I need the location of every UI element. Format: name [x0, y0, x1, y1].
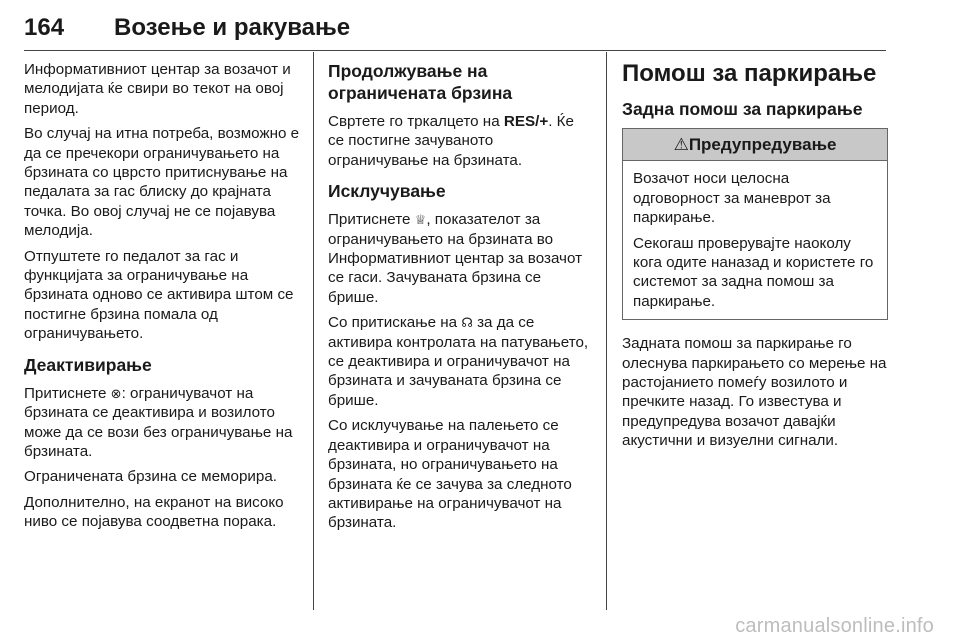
column-divider-1 [313, 52, 314, 610]
paragraph: Дополнително, на екранот на високо ниво се појавува соодветна порака. [24, 493, 284, 531]
paragraph: Притиснете ⊗: ограничувачот на брзината се деактивира и возилото може да се вози без ограничување на брзината. [24, 384, 293, 460]
column-1 [24, 60, 302, 538]
page-title: Возење и ракување [114, 14, 351, 41]
paragraph: Притиснете ♕, показателот за ограничувањето на брзината во Информативниот центар за возачот се гаси. Зачуваната брзина се брише. [328, 211, 583, 306]
paragraph: Возачот носи целосна одговорност за маневрот за паркирање. [633, 170, 831, 227]
paragraph: Информативниот центар за возачот и мелодијата ќе свири во текот на овој период. [24, 61, 291, 117]
paragraph: Задната помош за паркирање го олеснува паркирањето со мерење на растојанието помеѓу возилото и пречките назад. Го известува и предупредува возачот давајќи акустични и визуелни сигнали. [622, 335, 887, 450]
section-title-parking: Помош за паркирање [622, 60, 877, 87]
warning-box [622, 128, 888, 320]
paragraph: Отпуштете го педалот за гас и функцијата за ограничување на брзината одново се активира штом се постигне брзина помала од ограничувањето. [24, 247, 294, 343]
section-heading-deactivate: Деактивирање [24, 354, 152, 375]
column-3 [622, 60, 888, 457]
warning-icon: ⚠ [673, 135, 689, 154]
section-heading-continue: Продолжување на ограничената брзина [328, 61, 513, 103]
paragraph: Со притискање на ☊ за да се активира контролата на патувањето, се деактивира и ограничувачот на брзината и зачуваната брзина се брише. [328, 314, 589, 409]
page-number: 164 [24, 14, 65, 41]
paragraph: Ограничената брзина се меморира. [24, 468, 277, 486]
section-heading-off: Исклучување [328, 181, 446, 202]
paragraph: Свртете го тркалцето на RES/+. Ќе се постигне зачуваното ограничување на брзината. [328, 113, 574, 169]
limiter-icon: ♕ [414, 212, 427, 228]
cruise-control-icon: ☊ [461, 315, 473, 331]
header-divider [24, 50, 886, 51]
subsection-heading-rear-parking: Задна помош за паркирање [622, 99, 863, 119]
warning-header: ⚠Предупредување [623, 129, 887, 161]
column-2 [328, 60, 594, 539]
paragraph: Во случај на итна потреба, возможно е да се пречекори ограничувањето на брзината со цврсто притиснување на педалата за гас блиску до крајната точка. Во овој случај не се појавува мелодија. [24, 125, 300, 240]
page-header [24, 14, 886, 48]
warning-body [623, 161, 887, 319]
watermark: carmanualsonline.info [735, 615, 934, 637]
limiter-off-icon: ⊗ [110, 385, 122, 401]
paragraph: Секогаш проверувајте наоколу кога одите наназад и користете го системот за задна помош за паркирање. [633, 234, 874, 310]
paragraph: Со исклучување на палењето се деактивира и ограничувачот на брзината, но ограничувањето на брзината ќе се зачува за следното активирање на ограничувачот на брзината. [328, 417, 572, 532]
column-divider-2 [606, 52, 607, 610]
res-plus-label: RES/+ [503, 113, 549, 130]
